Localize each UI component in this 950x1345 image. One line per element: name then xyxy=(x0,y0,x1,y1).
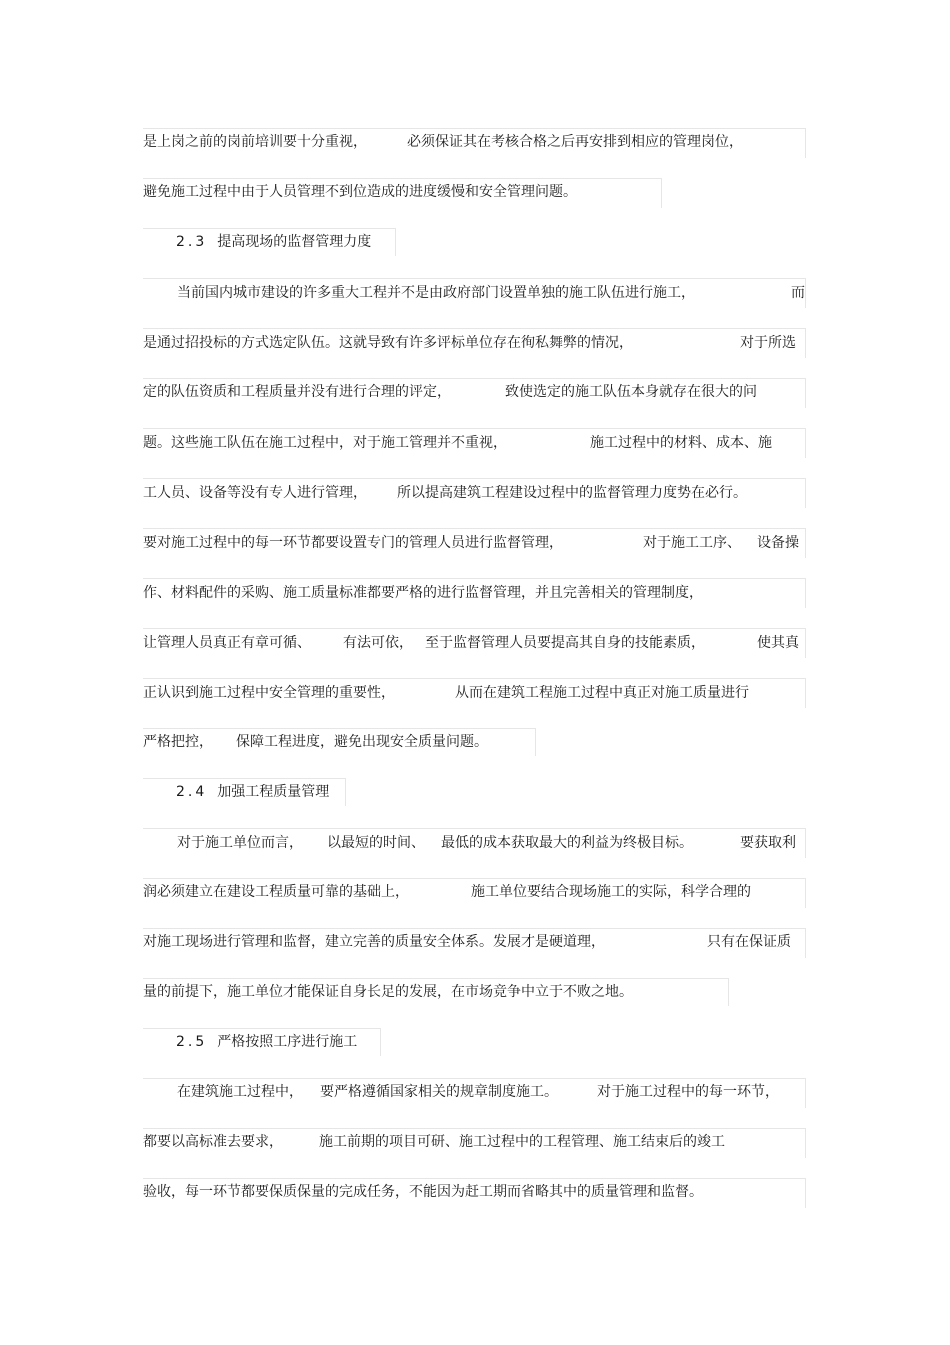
paragraph-line xyxy=(177,832,796,854)
text-segment: 必须保证其在考核合格之后再安排到相应的管理岗位， xyxy=(407,134,743,150)
text-segment: 工人员、设备等没有专人进行管理， xyxy=(143,485,367,501)
text-segment: 只有在保证质 xyxy=(707,934,791,950)
paragraph-line xyxy=(143,731,488,753)
text-segment: 施工前期的项目可研、施工过程中的工程管理、施工结束后的竣工 xyxy=(319,1134,725,1150)
text-segment: 避免施工过程中由于人员管理不到位造成的进度缓慢和安全管理问题。 xyxy=(143,184,577,200)
paragraph-line xyxy=(143,181,577,203)
text-segment: 是通过招投标的方式选定队伍。这就导致有许多评标单位存在徇私舞弊的情况， xyxy=(143,335,633,351)
text-segment: 题。这些施工队伍在施工过程中，对于施工管理并不重视， xyxy=(143,435,507,451)
paragraph-line xyxy=(143,131,743,153)
text-segment: 有法可依， xyxy=(343,635,413,651)
section-heading xyxy=(176,1031,357,1053)
text-segment: 保障工程进度，避免出现安全质量问题。 xyxy=(236,734,488,750)
paragraph-line xyxy=(143,332,796,354)
text-segment: 使其真 xyxy=(757,635,799,651)
paragraph-line xyxy=(143,632,799,654)
section-heading xyxy=(176,231,371,253)
paragraph-line xyxy=(143,482,747,504)
text-segment: 正认识到施工过程中安全管理的重要性， xyxy=(143,685,395,701)
paragraph-line xyxy=(177,282,805,304)
section-title: 加强工程质量管理 xyxy=(217,784,330,800)
text-segment: 验收，每一环节都要保质保量的完成任务，不能因为赶工期而省略其中的质量管理和监督。 xyxy=(143,1184,703,1200)
section-title: 提高现场的监督管理力度 xyxy=(217,234,372,250)
text-segment: 对于所选 xyxy=(740,335,796,351)
text-segment: 施工单位要结合现场施工的实际，科学合理的 xyxy=(471,884,751,900)
text-segment: 设备操 xyxy=(757,535,799,551)
paragraph-line xyxy=(143,582,703,604)
paragraph-line xyxy=(143,931,791,953)
text-segment: 在建筑施工过程中， xyxy=(177,1084,303,1100)
paragraph-line xyxy=(143,381,757,403)
text-segment: 都要以高标准去要求， xyxy=(143,1134,283,1150)
paragraph-line xyxy=(143,1181,703,1203)
text-segment: 致使选定的施工队伍本身就存在很大的问 xyxy=(505,384,757,400)
text-segment: 对于施工单位而言， xyxy=(177,835,303,851)
text-segment: 定的队伍资质和工程质量并没有进行合理的评定， xyxy=(143,384,451,400)
text-segment: 对施工现场进行管理和监督，建立完善的质量安全体系。发展才是硬道理， xyxy=(143,934,605,950)
text-segment: 要对施工过程中的每一环节都要设置专门的管理人员进行监督管理， xyxy=(143,535,563,551)
paragraph-line xyxy=(143,881,751,903)
text-segment: 当前国内城市建设的许多重大工程并不是由政府部门设置单独的施工队伍进行施工， xyxy=(177,285,695,301)
paragraph-line xyxy=(143,432,772,454)
paragraph-line xyxy=(143,1131,725,1153)
section-number: 2.5 xyxy=(176,1034,208,1050)
text-segment: 最低的成本获取最大的利益为终极目标。 xyxy=(441,835,693,851)
text-segment: 严格把控， xyxy=(143,734,213,750)
section-heading xyxy=(176,781,329,803)
text-segment: 施工过程中的材料、成本、施 xyxy=(590,435,772,451)
text-segment: 要严格遵循国家相关的规章制度施工。 xyxy=(320,1084,558,1100)
text-segment: 至于监督管理人员要提高其自身的技能素质， xyxy=(425,635,705,651)
paragraph-line xyxy=(177,1081,779,1103)
text-segment: 从而在建筑工程施工过程中真正对施工质量进行 xyxy=(455,685,749,701)
text-segment: 要获取利 xyxy=(740,835,796,851)
text-segment: 让管理人员真正有章可循、 xyxy=(143,635,311,651)
text-segment: 作、材料配件的采购、施工质量标准都要严格的进行监督管理，并且完善相关的管理制度， xyxy=(143,585,703,601)
text-segment: 所以提高建筑工程建设过程中的监督管理力度势在必行。 xyxy=(397,485,747,501)
section-number: 2.3 xyxy=(176,234,208,250)
text-segment: 对于施工工序、 xyxy=(643,535,741,551)
section-number: 2.4 xyxy=(176,784,208,800)
paragraph-line xyxy=(143,981,633,1003)
paragraph-line xyxy=(143,682,749,704)
text-segment: 是上岗之前的岗前培训要十分重视， xyxy=(143,134,367,150)
text-segment: 以最短的时间、 xyxy=(327,835,425,851)
text-segment: 而 xyxy=(791,285,805,301)
section-title: 严格按照工序进行施工 xyxy=(217,1034,358,1050)
text-segment: 对于施工过程中的每一环节， xyxy=(597,1084,779,1100)
paragraph-line xyxy=(143,532,799,554)
text-segment: 量的前提下，施工单位才能保证自身长足的发展，在市场竞争中立于不败之地。 xyxy=(143,984,633,1000)
text-segment: 润必须建立在建设工程质量可靠的基础上， xyxy=(143,884,409,900)
